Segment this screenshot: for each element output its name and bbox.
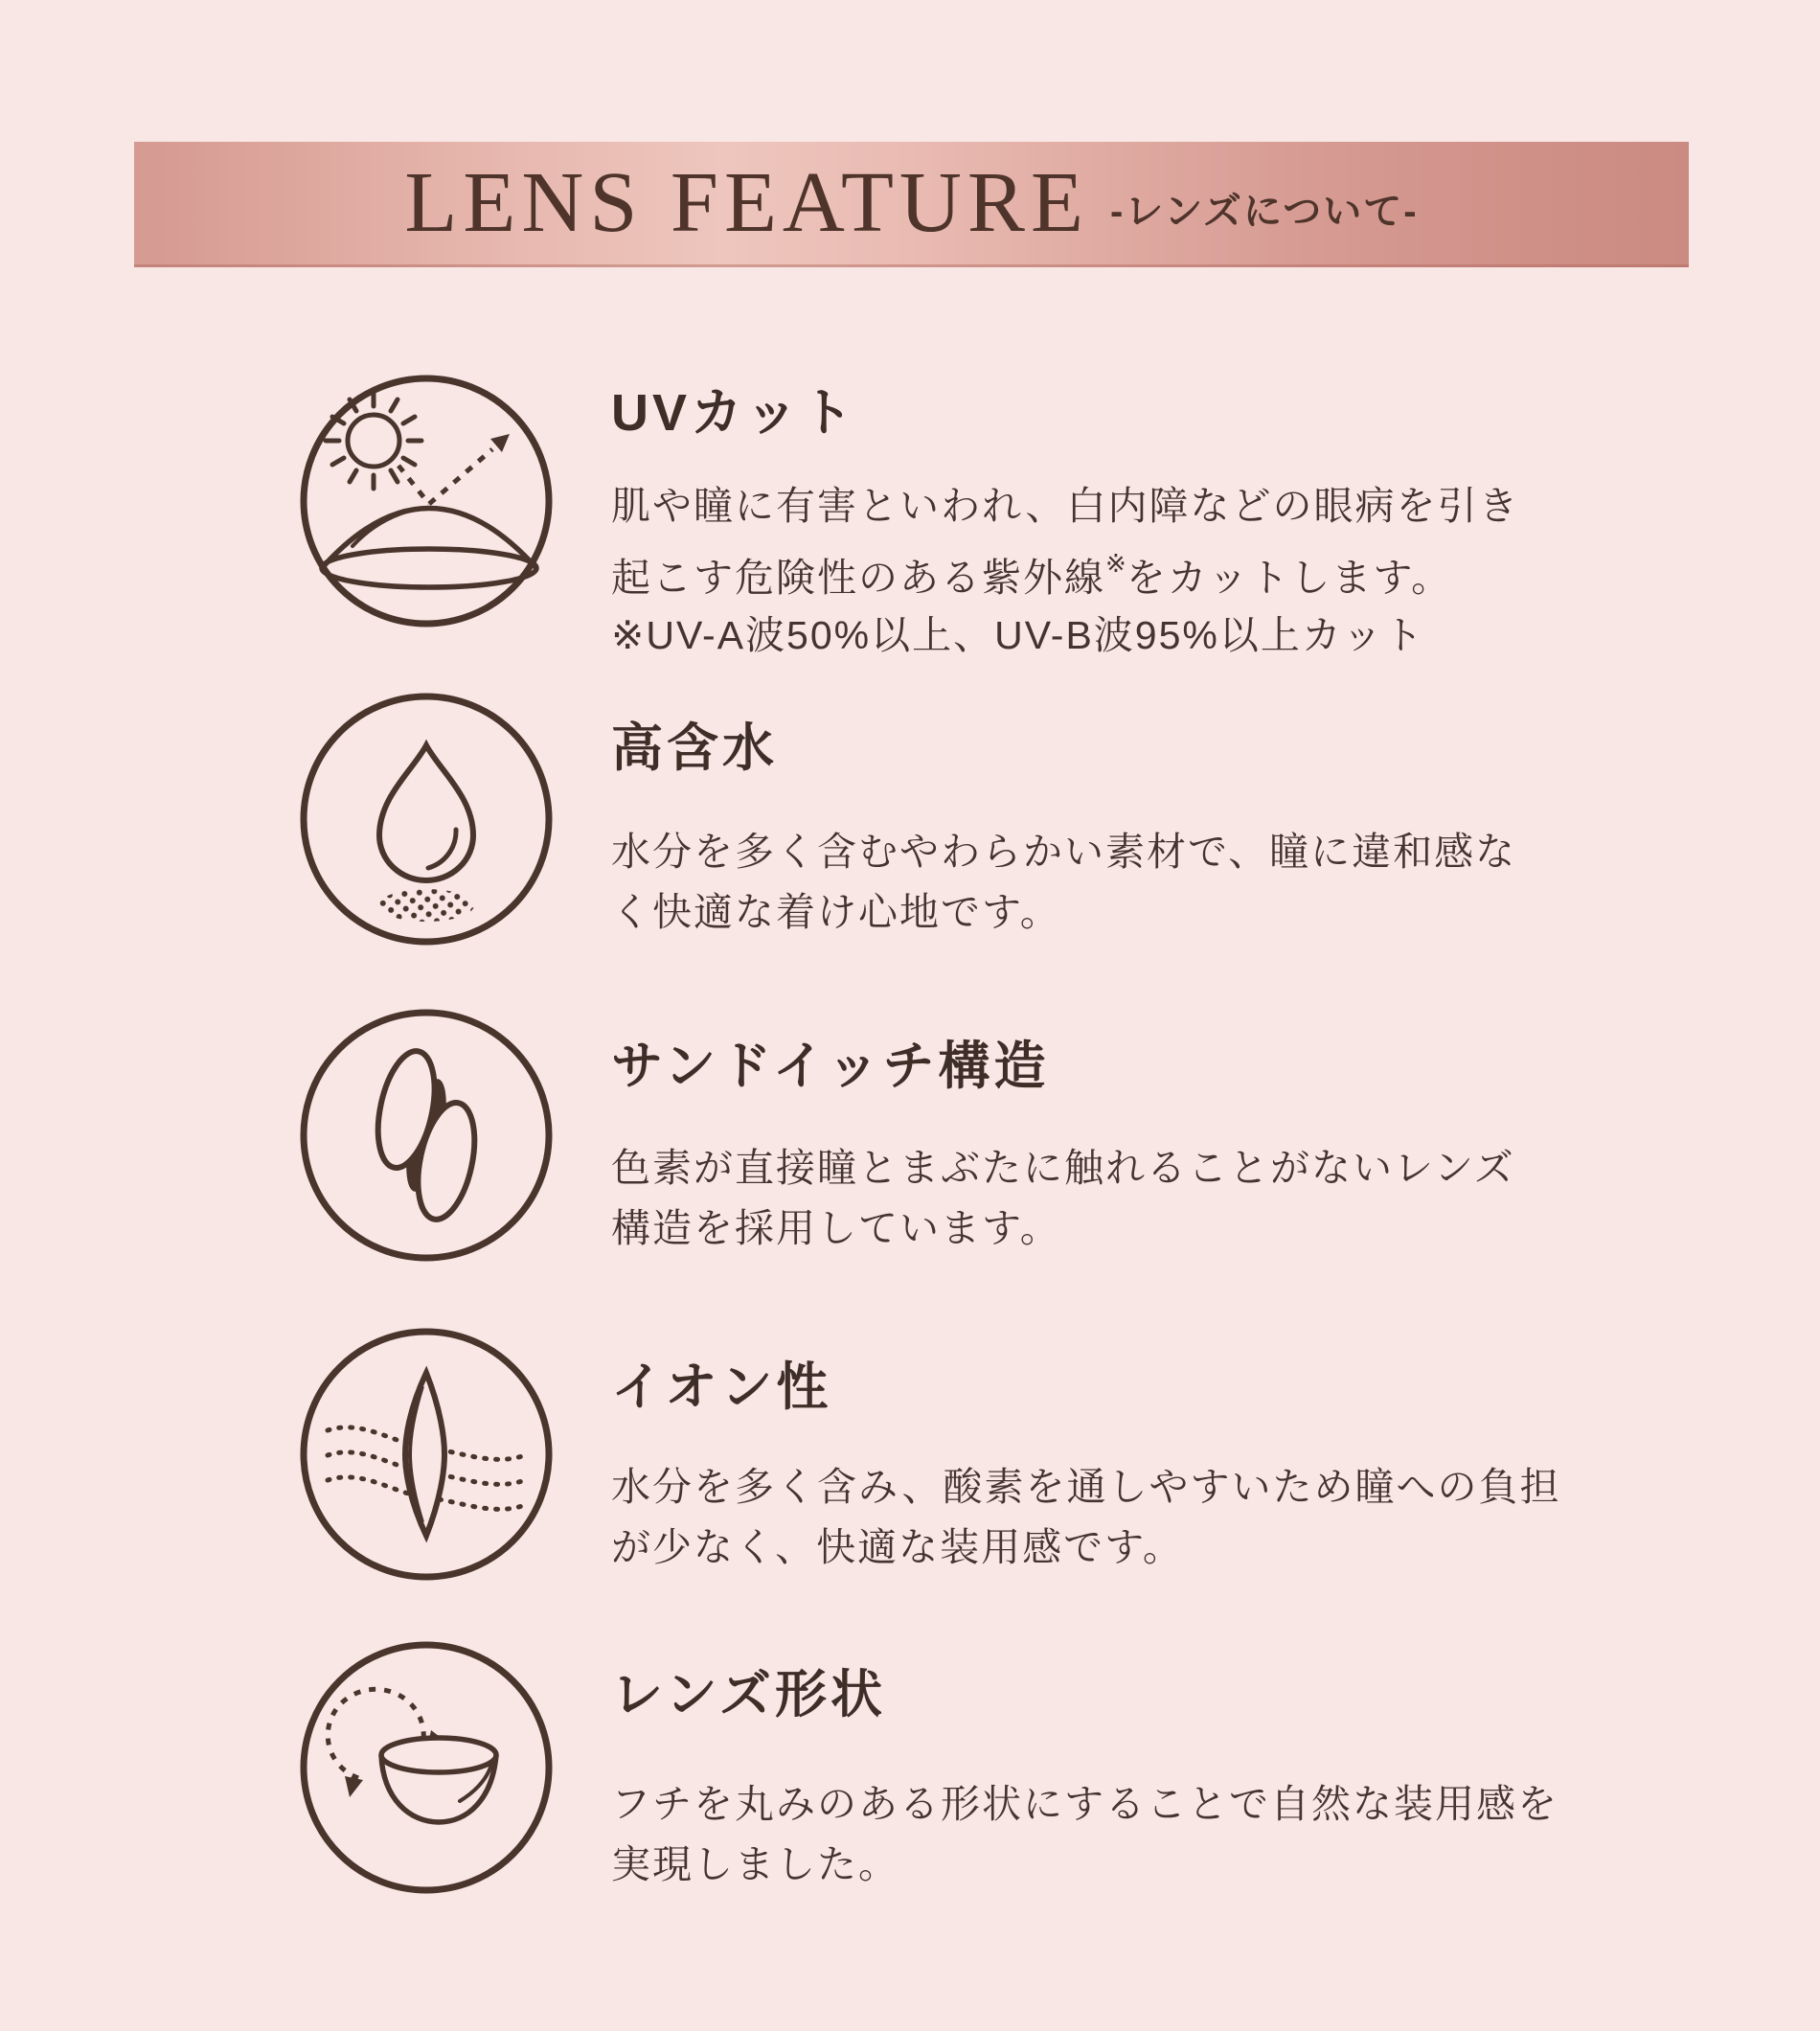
feature-title: イオン性 (611, 1358, 832, 1416)
uv-cut-icon (297, 372, 556, 630)
feature-lens-shape (297, 1638, 1579, 1897)
description-line: 実現しました。 (611, 1842, 899, 1886)
description-line: 肌や瞳に有害といわれ、白内障などの眼病を引き (611, 484, 1520, 528)
feature-description (611, 477, 1579, 664)
sandwich-structure-icon (297, 1006, 556, 1265)
feature-sandwich-structure (297, 1006, 1579, 1265)
description-line: 水分を多く含み、酸素を通しやすいため瞳への負担 (611, 1465, 1561, 1509)
lens-feature-banner (134, 142, 1689, 267)
feature-description (611, 1457, 1579, 1578)
feature-high-water-content (297, 690, 1579, 948)
feature-description (611, 1774, 1579, 1895)
description-line: をカットします。 (1126, 556, 1453, 600)
feature-texts (611, 1006, 1579, 1265)
feature-texts (611, 1638, 1579, 1897)
description-line: が少なく、快適な装用感です。 (611, 1525, 1184, 1569)
feature-title: サンドイッチ構造 (611, 1038, 1050, 1095)
high-water-content-icon (297, 690, 556, 948)
feature-title: 高含水 (611, 719, 778, 777)
feature-title: レンズ形状 (611, 1666, 887, 1723)
reference-mark: ※ (1105, 549, 1126, 578)
feature-title: UVカット (611, 384, 857, 442)
description-line: く快適な着け心地です。 (611, 890, 1061, 934)
feature-texts (611, 372, 1579, 664)
description-line: 色素が直接瞳とまぶたに触れることがないレンズ (611, 1146, 1515, 1190)
description-line: 水分を多く含むやわらかい素材で、瞳に違和感な (611, 830, 1517, 874)
feature-texts (611, 690, 1579, 948)
description-line: 構造を採用しています。 (611, 1206, 1061, 1250)
banner-subtitle: -レンズについて- (1109, 190, 1419, 233)
feature-description (611, 1138, 1579, 1259)
description-line: 起こす危険性のある紫外線 (611, 556, 1105, 600)
feature-uv-cut (297, 372, 1579, 664)
description-line: フチを丸みのある形状にすることで自然な装用感を (611, 1782, 1558, 1826)
ionic-icon (297, 1325, 556, 1584)
uv-note-line: ※UV-A波50%以上、UV-B波95%以上カット (611, 613, 1425, 657)
lens-shape-icon (297, 1638, 556, 1897)
feature-texts (611, 1325, 1579, 1584)
feature-description (611, 822, 1579, 943)
feature-ionic (297, 1325, 1579, 1584)
banner-title: LENS FEATURE (404, 155, 1089, 250)
